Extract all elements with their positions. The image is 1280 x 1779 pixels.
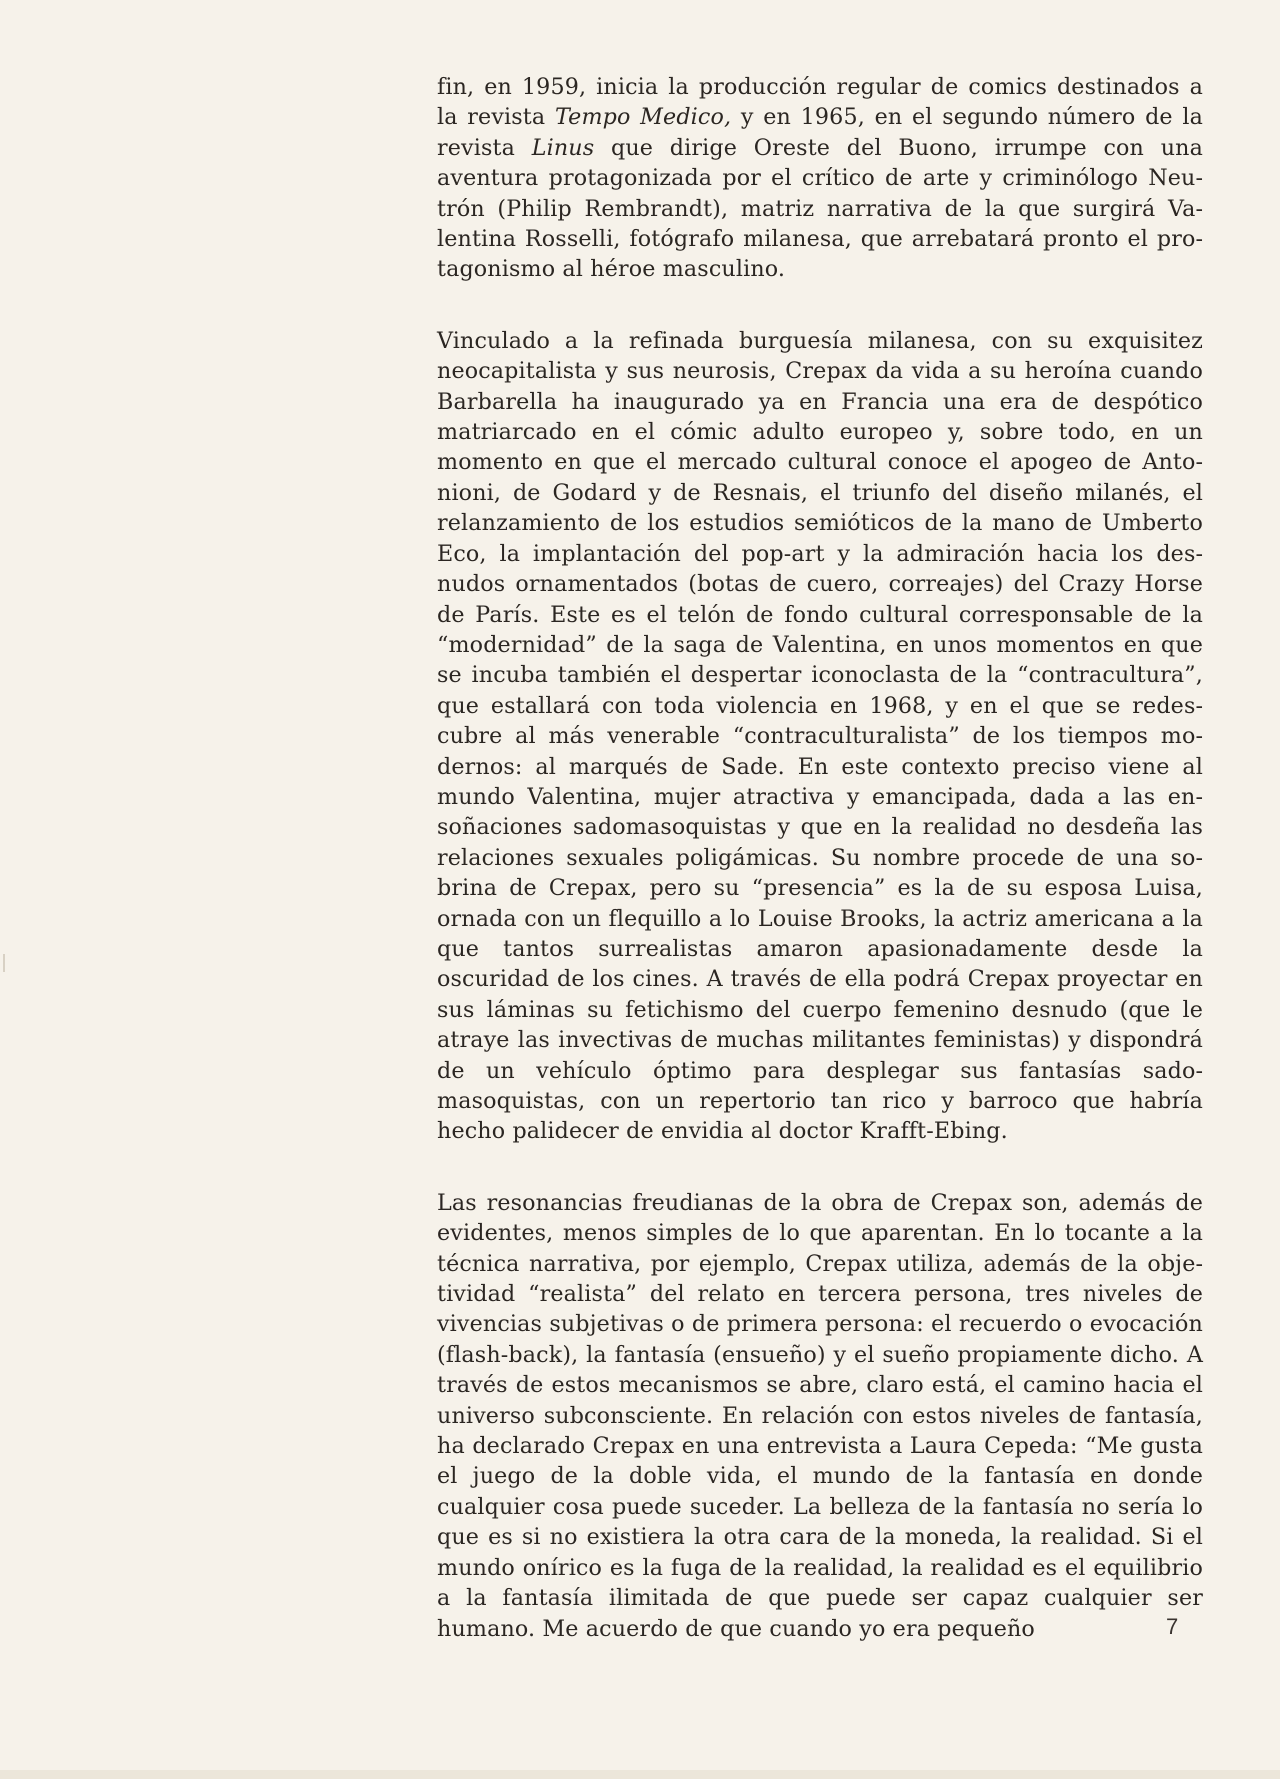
text-run: fin, en 1959, inicia la producción regular de comics destinados a la revista: [437, 74, 1203, 131]
margin-mark: [3, 954, 5, 972]
paragraph: [437, 1188, 1203, 1644]
text-run: que dirige Oreste del Buono, irrumpe con una aventura protagonizada por el crítico de arte y criminólogo Neutrón (Philip Rembrandt), matriz narrativa de la que surgirá Valentina Rosselli, fotógrafo milanesa, que arrebatará pronto el protagonismo al héroe masculino.: [437, 134, 1203, 283]
text-run: Las resonancias freudianas de la obra de Crepax son, además de evidentes, menos simples de lo que aparentan. En lo tocante a la técnica narrativa, por ejemplo, Crepax utiliza, además de la objetividad “realista” del relato en tercera persona, tres niveles de vivencias subjetivas o de primera persona: el recuerdo o evocación (flash-back), la fantasía (ensueño) y el sueño propiamente dicho. A través de estos mecanismos se abre, claro está, el camino hacia el universo subconsciente. En relación con estos niveles de fantasía, ha declarado Crepax en una entrevista a Laura Cepeda: “Me gusta el juego de la doble vida, el mundo de la fantasía en donde cualquier cosa puede suceder. La belleza de la fantasía no sería lo que es si no existiera la otra cara de la moneda, la realidad. Si el mundo onírico es la fuga de la realidad, la realidad es el equilibrio a la fantasía ilimitada de que puede ser capaz cualquier ser humano. Me acuerdo de que cuando yo era pequeño: [437, 1189, 1203, 1642]
text-run: Vinculado a la refinada burguesía milanesa, con su exquisitez neocapitalista y sus neurosis, Crepax da vida a su heroína cuando Barbarella ha inaugurado ya en Francia una era de despótico matriarcado en el cómic adulto europeo y, sobre todo, en un momento en que el mercado cultural conoce el apogeo de Antonioni, de Godard y de Resnais, el triunfo del diseño milanés, el relanzamiento de los estudios semióticos de la mano de Umberto Eco, la implantación del pop-art y la admiración hacia los desnudos ornamentados (botas de cuero, correajes) del Crazy Horse de París. Este es el telón de fondo cultural corresponsable de la “modernidad” de la saga de Valentina, en unos momentos en que se incuba también el despertar iconoclasta de la “contracultura”, que estallará con toda violencia en 1968, y en el que se redescubre al más venerable “contraculturalista” de los tiempos modernos: al marqués de Sade. En este contexto preciso viene al mundo Valentina, mujer atractiva y emancipada, dada a las ensoñaciones sadomasoquistas y que en la realidad no desdeña las relaciones sexuales poligámicas. Su nombre procede de una sobrina de Crepax, pero su “presencia” es la de su esposa Luisa, ornada con un flequillo a lo Louise Brooks, la actriz americana a la que tantos surrealistas amaron apasionadamente desde la oscuridad de los cines. A través de ella podrá Crepax proyectar en sus láminas su fetichismo del cuerpo femenino desnudo (que le atraye las invectivas de muchas militantes feministas) y dispondrá de un vehículo óptimo para desplegar sus fantasías sadomasoquistas, con un repertorio tan rico y barroco que habría hecho palidecer de envidia al doctor Krafft-Ebing.: [437, 327, 1203, 1145]
page-number: 7: [1166, 1614, 1179, 1639]
paragraph: [437, 72, 1203, 285]
text-run: y en 1965, en el segundo número de la revista: [437, 104, 1204, 161]
page-body: [437, 72, 1203, 1685]
paragraph: [437, 326, 1203, 1147]
italic-title: Tempo Medico,: [554, 104, 732, 131]
italic-title: Linus: [531, 134, 595, 161]
page-edge: [0, 1770, 1280, 1779]
